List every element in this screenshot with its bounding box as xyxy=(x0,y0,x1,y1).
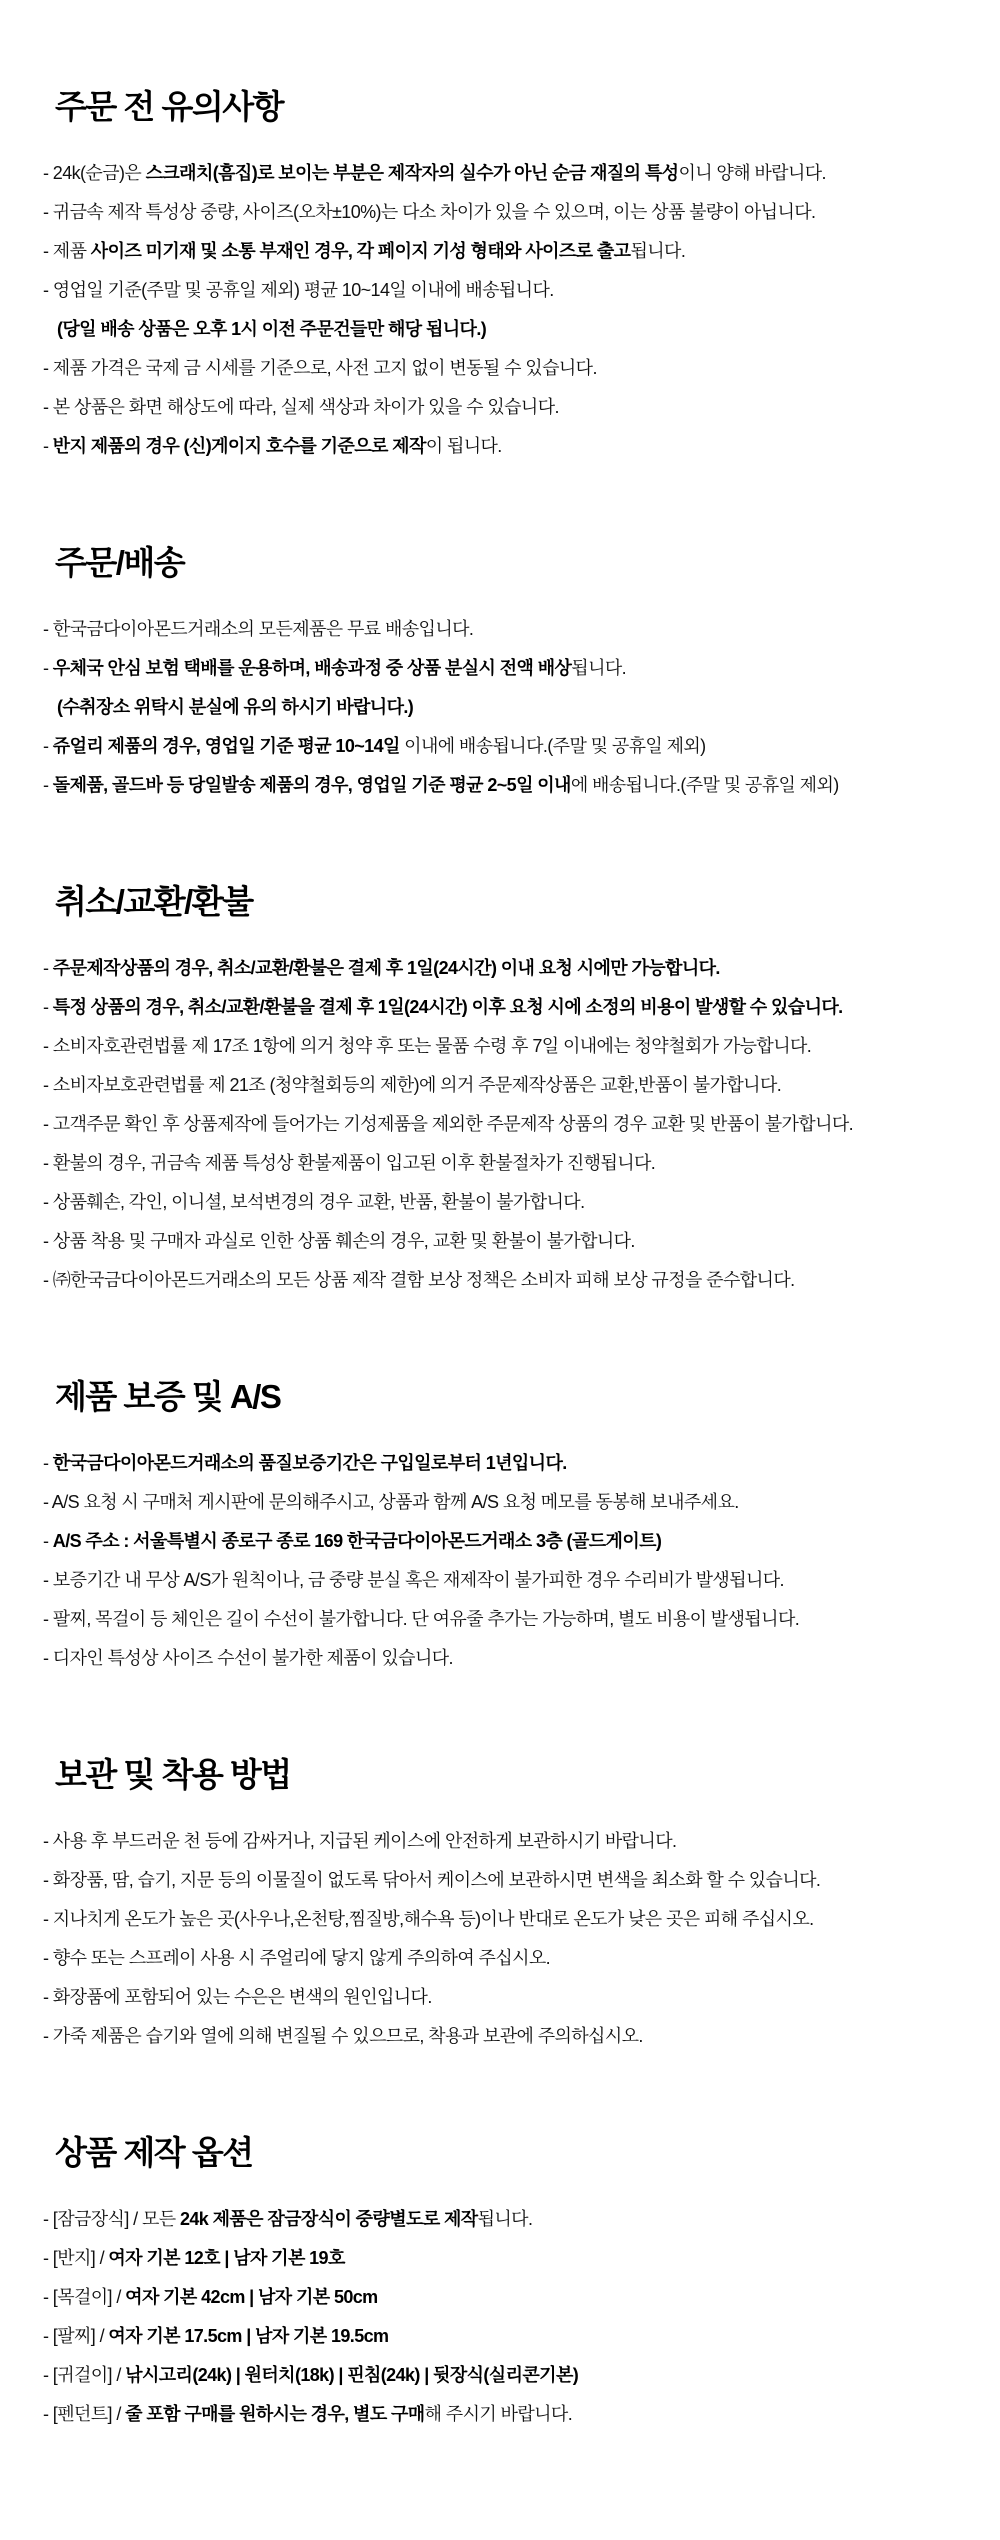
notice-line xyxy=(43,1444,980,1483)
notice-text-bold: 반지 제품의 경우 (신)게이지 호수를 기준으로 제작 xyxy=(52,436,426,456)
notice-text: - 상품훼손, 각인, 이니셜, 보석변경의 경우 교환, 반품, 환불이 불가합니다. xyxy=(43,1192,585,1212)
notice-text: - 귀금속 제작 특성상 중량, 사이즈(오차±10%)는 다소 차이가 있을 수 있으며, 이는 상품 불량이 아닙니다. xyxy=(43,202,816,222)
notice-line xyxy=(43,988,980,1027)
notice-line xyxy=(43,388,980,427)
notice-line xyxy=(43,2356,980,2395)
notice-line xyxy=(43,1261,980,1300)
notice-text-bold: 주문제작상품의 경우, 취소/교환/환불은 결제 후 1일(24시간) 이내 요청 시에만 가능합니다. xyxy=(52,958,720,978)
notice-text: - ㈜한국금다이아몬드거래소의 모든 상품 제작 결함 보상 정책은 소비자 피해 보상 규정을 준수합니다. xyxy=(43,1270,795,1290)
notice-text: - xyxy=(43,997,53,1017)
section-heading-warranty-as: 제품 보증 및 A/S xyxy=(55,1378,281,1415)
notice-text: - xyxy=(43,1531,53,1551)
notice-text: - 한국금다이아몬드거래소의 모든제품은 무료 배송입니다. xyxy=(43,619,474,639)
section-storage-wearing xyxy=(43,1752,980,2056)
notice-line xyxy=(43,766,980,805)
notice-text: - 소비자호관련법률 제 17조 1항에 의거 청약 후 또는 물품 수령 후 7일 이내에는 청약철회가 가능합니다. xyxy=(43,1036,812,1056)
notice-text: - 향수 또는 스프레이 사용 시 주얼리에 닿지 않게 주의하여 주십시오. xyxy=(43,1948,551,1968)
notice-line xyxy=(43,1561,980,1600)
section-order-shipping xyxy=(43,540,980,805)
notice-text: - 화장품, 땀, 습기, 지문 등의 이물질이 없도록 닦아서 케이스에 보관하시면 변색을 최소화 할 수 있습니다. xyxy=(43,1870,821,1890)
notice-text: - 보증기간 내 무상 A/S가 원칙이나, 금 중량 분실 혹은 재제작이 불가피한 경우 수리비가 발생됩니다. xyxy=(43,1570,784,1590)
notice-text: - 고객주문 확인 후 상품제작에 들어가는 기성제품을 제외한 주문제작 상품의 경우 교환 및 반품이 불가합니다. xyxy=(43,1114,854,1134)
notice-line xyxy=(43,1222,980,1261)
section-heading-storage-wearing: 보관 및 착용 방법 xyxy=(55,1756,291,1793)
notice-line xyxy=(43,1483,980,1522)
notice-text-bold: 한국금다이아몬드거래소의 품질보증기간은 구입일로부터 1년입니다. xyxy=(52,1453,567,1473)
notice-line xyxy=(43,2017,980,2056)
notice-line xyxy=(43,2317,980,2356)
notice-text: - [펜던트] / xyxy=(43,2404,126,2424)
notice-text-bold: 줄 포함 구매를 원하시는 경우, 별도 구매 xyxy=(125,2404,425,2424)
notice-text-bold: 여자 기본 12호 | 남자 기본 19호 xyxy=(108,2248,345,2268)
section-heading-order-shipping: 주문/배송 xyxy=(55,544,185,581)
notice-text-bold: (수취장소 위탁시 분실에 유의 하시기 바랍니다.) xyxy=(57,697,414,717)
section-heading-product-options: 상품 제작 옵션 xyxy=(55,2134,253,2171)
notice-text: - 제품 xyxy=(43,241,91,261)
notice-text-bold: 특정 상품의 경우, 취소/교환/환불을 결제 후 1일(24시간) 이후 요청 시에 소정의 비용이 발생할 수 있습니다. xyxy=(52,997,843,1017)
section-heading-cancel-exchange-refund: 취소/교환/환불 xyxy=(55,883,253,920)
notice-line xyxy=(43,310,980,349)
notice-line xyxy=(43,1978,980,2017)
notice-text: - [팔찌] / xyxy=(43,2326,109,2346)
notice-line xyxy=(43,1027,980,1066)
notice-line xyxy=(43,1822,980,1861)
section-cancel-exchange-refund xyxy=(43,879,980,1300)
notice-text-bold: 여자 기본 42cm | 남자 기본 50cm xyxy=(125,2287,378,2307)
notice-line xyxy=(43,1600,980,1639)
notice-line xyxy=(43,1522,980,1561)
notice-text: - xyxy=(43,436,53,456)
notice-text: 됩니다. xyxy=(630,241,686,261)
notice-line xyxy=(43,1183,980,1222)
notice-text: - 환불의 경우, 귀금속 제품 특성상 환불제품이 입고된 이후 환불절차가 진행됩니다. xyxy=(43,1153,656,1173)
notice-line xyxy=(43,727,980,766)
notice-line xyxy=(43,2395,980,2434)
notice-text: - 팔찌, 목걸이 등 체인은 길이 수선이 불가합니다. 단 여유줄 추가는 가능하며, 별도 비용이 발생됩니다. xyxy=(43,1609,800,1629)
notice-text: 이 됩니다. xyxy=(425,436,502,456)
notice-text: 이니 양해 바랍니다. xyxy=(678,163,826,183)
notice-text: - [잠금장식] / 모든 xyxy=(43,2209,180,2229)
notice-text: - xyxy=(43,775,53,795)
notice-line xyxy=(43,271,980,310)
notice-text: 해 주시기 바랍니다. xyxy=(424,2404,573,2424)
section-pre-order-notes xyxy=(43,84,980,466)
notice-text: - [반지] / xyxy=(43,2248,109,2268)
notice-line xyxy=(43,688,980,727)
notice-text-bold: 여자 기본 17.5cm | 남자 기본 19.5cm xyxy=(108,2326,389,2346)
notice-text: 이내에 배송됩니다.(주말 및 공휴일 제외) xyxy=(399,736,706,756)
notice-text: - xyxy=(43,658,53,678)
notice-text: - [목걸이] / xyxy=(43,2287,126,2307)
notice-line xyxy=(43,2278,980,2317)
notice-sections xyxy=(43,84,980,2434)
notice-text-bold: 낚시고리(24k) | 원터치(18k) | 핀침(24k) | 뒷장식(실리콘기본) xyxy=(125,2365,579,2385)
notice-text: - 사용 후 부드러운 천 등에 감싸거나, 지급된 케이스에 안전하게 보관하시기 바랍니다. xyxy=(43,1831,677,1851)
notice-line xyxy=(43,154,980,193)
notice-line xyxy=(43,232,980,271)
notice-text: - 상품 착용 및 구매자 과실로 인한 상품 훼손의 경우, 교환 및 환불이 불가합니다. xyxy=(43,1231,635,1251)
notice-line xyxy=(43,427,980,466)
notice-text: - 지나치게 온도가 높은 곳(사우나,온천탕,찜질방,해수욕 등)이나 반대로 온도가 낮은 곳은 피해 주십시오. xyxy=(43,1909,814,1929)
notice-line xyxy=(43,1066,980,1105)
section-warranty-as xyxy=(43,1374,980,1678)
notice-text: 에 배송됩니다.(주말 및 공휴일 제외) xyxy=(570,775,839,795)
notice-text: - A/S 요청 시 구매처 게시판에 문의해주시고, 상품과 함께 A/S 요청 메모를 동봉해 보내주세요. xyxy=(43,1492,739,1512)
notice-text: - xyxy=(43,958,53,978)
notice-text-bold: 쥬얼리 제품의 경우, 영업일 기준 평균 10~14일 xyxy=(52,736,400,756)
notice-text: - 영업일 기준(주말 및 공휴일 제외) 평균 10~14일 이내에 배송됩니다. xyxy=(43,280,554,300)
notice-line xyxy=(43,649,980,688)
notice-text: - 제품 가격은 국제 금 시세를 기준으로, 사전 고지 없이 변동될 수 있습니다. xyxy=(43,358,597,378)
notice-text-bold: 사이즈 미기재 및 소통 부재인 경우, 각 페이지 기성 형태와 사이즈로 출고 xyxy=(90,241,631,261)
notice-line xyxy=(43,2200,980,2239)
notice-text: - [귀걸이] / xyxy=(43,2365,126,2385)
notice-line xyxy=(43,2239,980,2278)
notice-text-bold: 우체국 안심 보험 택배를 운용하며, 배송과정 중 상품 분실시 전액 배상 xyxy=(52,658,572,678)
notice-line xyxy=(43,1861,980,1900)
notice-line xyxy=(43,949,980,988)
notice-text-bold: 스크래치(흠집)로 보이는 부분은 제작자의 실수가 아닌 순금 재질의 특성 xyxy=(145,163,679,183)
notice-line xyxy=(43,1939,980,1978)
notice-text: - xyxy=(43,736,53,756)
notice-line xyxy=(43,1105,980,1144)
notice-line xyxy=(43,1639,980,1678)
notice-line xyxy=(43,1144,980,1183)
notice-text-bold: (당일 배송 상품은 오후 1시 이전 주문건들만 해당 됩니다.) xyxy=(57,319,487,339)
notice-text: - 디자인 특성상 사이즈 수선이 불가한 제품이 있습니다. xyxy=(43,1648,453,1668)
notice-text: 됩니다. xyxy=(477,2209,533,2229)
notice-text: - 가죽 제품은 습기와 열에 의해 변질될 수 있으므로, 착용과 보관에 주의하십시오. xyxy=(43,2026,643,2046)
notice-text-bold: 돌제품, 골드바 등 당일발송 제품의 경우, 영업일 기준 평균 2~5일 이내 xyxy=(52,775,571,795)
notice-text: - 본 상품은 화면 해상도에 따라, 실제 색상과 차이가 있을 수 있습니다. xyxy=(43,397,559,417)
notice-text: - 소비자보호관련법률 제 21조 (청약철회등의 제한)에 의거 주문제작상품은 교환,반품이 불가합니다. xyxy=(43,1075,782,1095)
notice-text-bold: 24k 제품은 잠금장식이 중량별도로 제작 xyxy=(179,2209,478,2229)
notice-text: 됩니다. xyxy=(571,658,627,678)
notice-text: - 24k(순금)은 xyxy=(43,163,146,183)
notice-text: - 화장품에 포함되어 있는 수은은 변색의 원인입니다. xyxy=(43,1987,432,2007)
notice-line xyxy=(43,349,980,388)
notice-text: - xyxy=(43,1453,53,1473)
section-heading-pre-order-notes: 주문 전 유의사항 xyxy=(55,88,283,125)
notice-line xyxy=(43,1900,980,1939)
notice-text-bold: A/S 주소 : 서울특별시 종로구 종로 169 한국금다이아몬드거래소 3층 (골드게이트) xyxy=(52,1531,662,1551)
notice-line xyxy=(43,610,980,649)
notice-line xyxy=(43,193,980,232)
section-product-options xyxy=(43,2130,980,2434)
